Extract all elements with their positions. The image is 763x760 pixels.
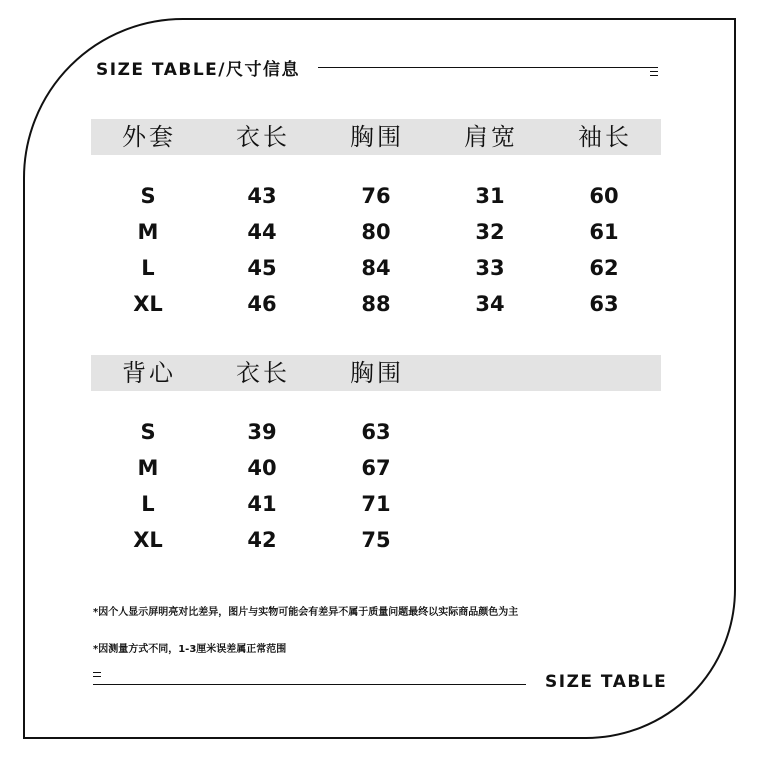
length-cell: 44 (247, 220, 277, 244)
length-cell: 42 (247, 528, 277, 552)
length-cell: 45 (247, 256, 277, 280)
length-cell: 46 (247, 292, 277, 316)
chest-cell: 80 (361, 220, 391, 244)
coat-table-header (91, 119, 661, 155)
chest-cell: 63 (361, 420, 391, 444)
footer-divider-mark (93, 676, 101, 677)
footer-divider-mark (93, 672, 101, 673)
vest-header-cell: 胸围 (350, 359, 404, 387)
size-cell: M (137, 456, 159, 480)
page-title: SIZE TABLE/尺寸信息 (96, 60, 300, 80)
chest-cell: 71 (361, 492, 391, 516)
size-cell: S (140, 420, 156, 444)
chest-cell: 84 (361, 256, 391, 280)
measurement-tolerance-note: *因测量方式不同，1-3厘米误差属正常范围 (93, 644, 287, 655)
chest-cell: 67 (361, 456, 391, 480)
footer-divider (93, 684, 526, 685)
title-divider (318, 67, 658, 68)
coat-header-cell: 肩宽 (464, 123, 518, 151)
size-cell: L (141, 492, 155, 516)
coat-header-cell: 袖长 (578, 123, 632, 151)
sleeve-cell: 62 (589, 256, 619, 280)
shoulder-cell: 34 (475, 292, 505, 316)
coat-header-cell: 胸围 (350, 123, 404, 151)
length-cell: 43 (247, 184, 277, 208)
size-cell: XL (133, 292, 163, 316)
vest-header-cell: 衣长 (236, 359, 290, 387)
chest-cell: 75 (361, 528, 391, 552)
coat-header-cell: 衣长 (236, 123, 290, 151)
display-disclaimer-note: *因个人显示屏明亮对比差异，图片与实物可能会有差异不属于质量问题最终以实际商品颜色为主 (93, 607, 519, 618)
sleeve-cell: 61 (589, 220, 619, 244)
chest-cell: 76 (361, 184, 391, 208)
size-cell: XL (133, 528, 163, 552)
shoulder-cell: 32 (475, 220, 505, 244)
title-divider-mark (650, 75, 658, 76)
sleeve-cell: 63 (589, 292, 619, 316)
sleeve-cell: 60 (589, 184, 619, 208)
coat-header-cell: 外套 (122, 123, 176, 151)
vest-header-cell: 背心 (122, 359, 176, 387)
shoulder-cell: 31 (475, 184, 505, 208)
size-cell: L (141, 256, 155, 280)
size-cell: M (137, 220, 159, 244)
vest-table-header (91, 355, 661, 391)
title-divider-mark (650, 71, 658, 72)
length-cell: 40 (247, 456, 277, 480)
length-cell: 41 (247, 492, 277, 516)
size-cell: S (140, 184, 156, 208)
chest-cell: 88 (361, 292, 391, 316)
shoulder-cell: 33 (475, 256, 505, 280)
length-cell: 39 (247, 420, 277, 444)
footer-title: SIZE TABLE (545, 672, 668, 692)
